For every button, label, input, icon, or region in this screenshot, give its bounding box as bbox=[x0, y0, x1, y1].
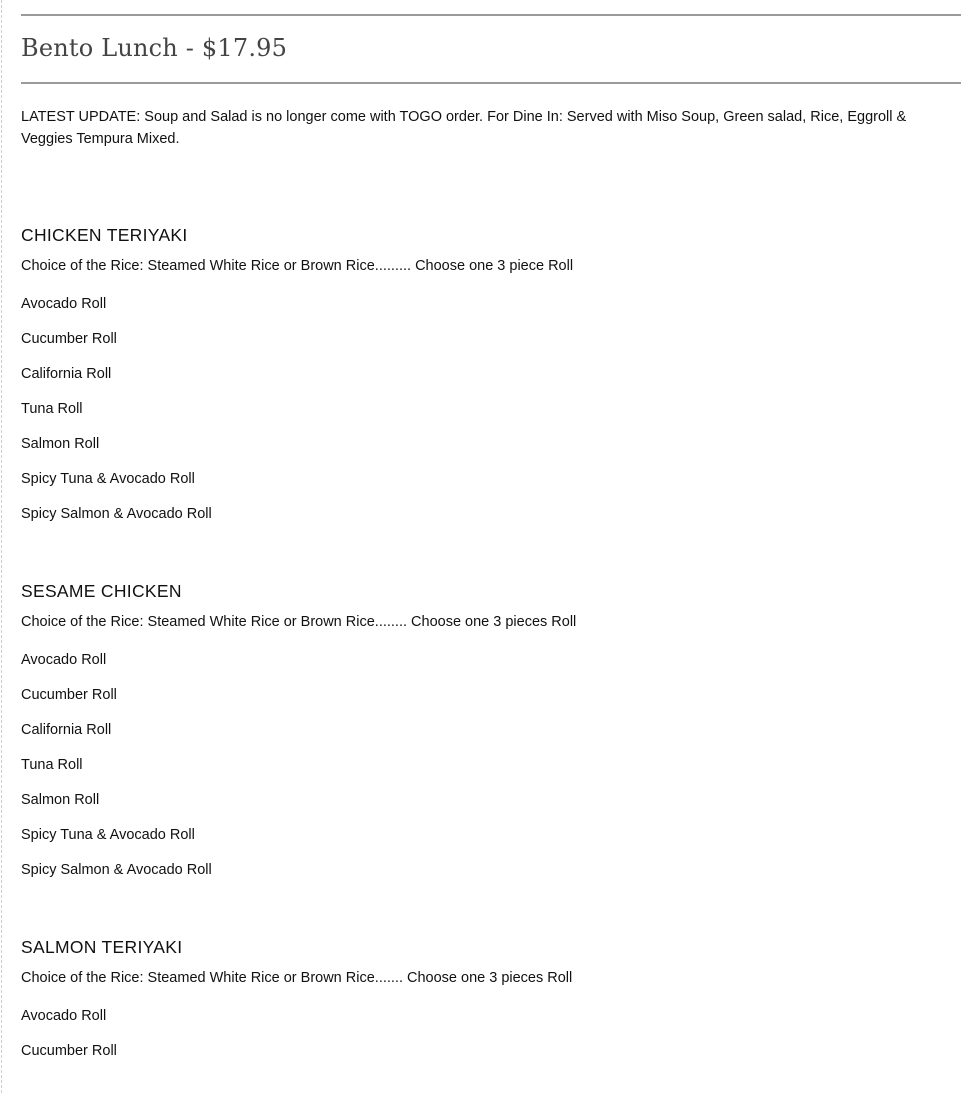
roll-options-list bbox=[21, 1006, 961, 1076]
roll-options-list bbox=[21, 294, 961, 539]
section-title: CHICKEN TERIYAKI bbox=[21, 225, 188, 245]
section-description: Choice of the Rice: Steamed White Rice or Brown Rice........ Choose one 3 pieces Roll bbox=[21, 614, 577, 630]
section-title: SESAME CHICKEN bbox=[21, 581, 182, 601]
list-item: Spicy Tuna & Avocado Roll bbox=[21, 827, 195, 843]
list-item: Avocado Roll bbox=[21, 652, 107, 668]
menu-content bbox=[21, 14, 961, 1076]
section-title: SALMON TERIYAKI bbox=[21, 937, 183, 957]
title-bottom-divider bbox=[21, 82, 961, 84]
list-item: Salmon Roll bbox=[21, 792, 100, 808]
latest-update-note: LATEST UPDATE: Soup and Salad is no longer come with TOGO order. For Dine In: Served with Miso Soup, Green salad, Rice, Eggroll & Veggies Tempura Mixed. bbox=[21, 109, 907, 147]
left-dashed-border bbox=[1, 0, 2, 1093]
section-description: Choice of the Rice: Steamed White Rice or Brown Rice......... Choose one 3 piece Roll bbox=[21, 258, 574, 274]
list-item: Spicy Salmon & Avocado Roll bbox=[21, 506, 212, 522]
roll-options-list bbox=[21, 650, 961, 895]
list-item: Spicy Salmon & Avocado Roll bbox=[21, 862, 212, 878]
list-item: Avocado Roll bbox=[21, 296, 107, 312]
list-item: Spicy Tuna & Avocado Roll bbox=[21, 471, 195, 487]
list-item: Tuna Roll bbox=[21, 401, 83, 417]
menu-section-salmon-teriyaki bbox=[21, 933, 961, 1076]
list-item: California Roll bbox=[21, 722, 112, 738]
list-item: Avocado Roll bbox=[21, 1008, 107, 1024]
list-item: Cucumber Roll bbox=[21, 1043, 117, 1059]
list-item: Tuna Roll bbox=[21, 757, 83, 773]
menu-section-sesame-chicken bbox=[21, 577, 961, 895]
list-item: Cucumber Roll bbox=[21, 331, 117, 347]
section-description: Choice of the Rice: Steamed White Rice or Brown Rice....... Choose one 3 pieces Roll bbox=[21, 970, 573, 986]
list-item: Salmon Roll bbox=[21, 436, 100, 452]
list-item: Cucumber Roll bbox=[21, 687, 117, 703]
menu-section-chicken-teriyaki bbox=[21, 221, 961, 539]
list-item: California Roll bbox=[21, 366, 112, 382]
page-title: Bento Lunch - $17.95 bbox=[21, 34, 288, 62]
